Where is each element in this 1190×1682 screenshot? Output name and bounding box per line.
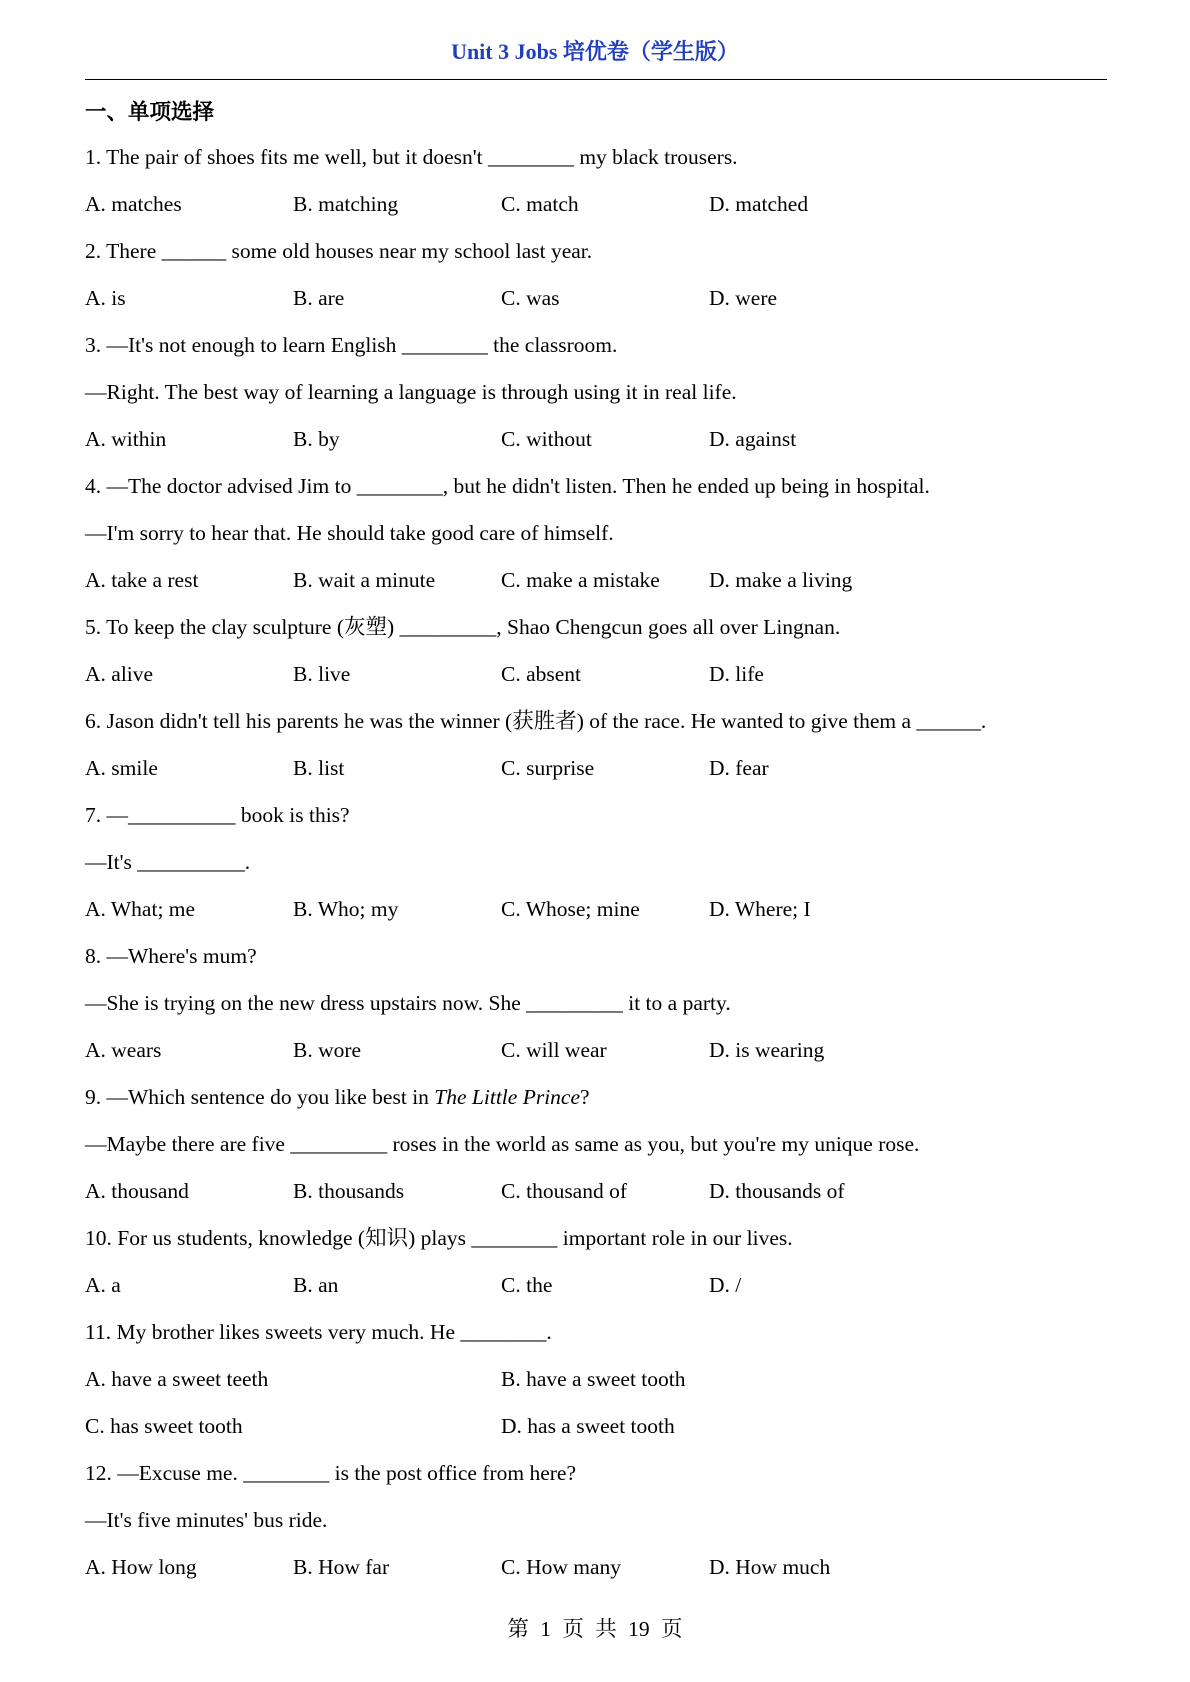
question-6-options <box>85 753 1115 800</box>
option-c: C. thousand of <box>501 1179 628 1203</box>
option-a: A. thousand <box>85 1179 189 1203</box>
question-9-stem-pre: 9. —Which sentence do you like best in <box>85 1085 435 1109</box>
question-8-stem: 8. —Where's mum? <box>85 944 257 968</box>
question-4-options <box>85 565 1115 612</box>
option-c: C. make a mistake <box>501 568 660 592</box>
option-c: C. surprise <box>501 756 595 780</box>
option-b: B. are <box>293 286 345 310</box>
option-c: C. Whose; mine <box>501 897 640 921</box>
question-11-options-row-2 <box>85 1411 1115 1458</box>
option-c: C. match <box>501 192 579 216</box>
question-3-stem: 3. —It's not enough to learn English ________ the classroom. <box>85 333 618 357</box>
option-d: D. How much <box>709 1555 831 1579</box>
option-d: D. fear <box>709 756 769 780</box>
question-3-response: —Right. The best way of learning a language is through using it in real life. <box>85 380 737 404</box>
question-12-options <box>85 1552 1115 1599</box>
page-title: Unit 3 Jobs 培优卷（学生版） <box>451 39 739 64</box>
option-b: B. How far <box>293 1555 390 1579</box>
option-d: D. has a sweet tooth <box>501 1414 675 1438</box>
option-a: A. take a rest <box>85 568 199 592</box>
option-d: D. Where; I <box>709 897 811 921</box>
question-list <box>85 142 1115 1599</box>
question-9-response: —Maybe there are five _________ roses in the world as same as you, but you're my unique rose. <box>85 1132 920 1156</box>
option-b: B. by <box>293 427 340 451</box>
option-c: C. will wear <box>501 1038 607 1062</box>
option-d: D. against <box>709 427 797 451</box>
question-8-options <box>85 1035 1115 1082</box>
question-4-response: —I'm sorry to hear that. He should take good care of himself. <box>85 521 614 545</box>
question-10-stem: 10. For us students, knowledge (知识) plays ________ important role in our lives. <box>85 1226 793 1250</box>
option-b: B. an <box>293 1273 339 1297</box>
option-a: A. smile <box>85 756 158 780</box>
question-5-options <box>85 659 1115 706</box>
option-d: D. / <box>709 1273 742 1297</box>
question-6-stem: 6. Jason didn't tell his parents he was the winner (获胜者) of the race. He wanted to give them a ______. <box>85 709 987 733</box>
option-d: D. life <box>709 662 764 686</box>
question-7-options <box>85 894 1115 941</box>
question-11-options-row-1 <box>85 1364 1115 1411</box>
question-3-options <box>85 424 1115 471</box>
question-12-response: —It's five minutes' bus ride. <box>85 1508 328 1532</box>
question-2-stem: 2. There ______ some old houses near my school last year. <box>85 239 593 263</box>
question-8-response: —She is trying on the new dress upstairs now. She _________ it to a party. <box>85 991 731 1015</box>
option-b: B. thousands <box>293 1179 405 1203</box>
question-12-stem: 12. —Excuse me. ________ is the post office from here? <box>85 1461 576 1485</box>
question-7-response: —It's __________. <box>85 850 251 874</box>
option-a: A. have a sweet teeth <box>85 1367 269 1391</box>
option-b: B. wait a minute <box>293 568 436 592</box>
question-1-stem: 1. The pair of shoes fits me well, but it doesn't ________ my black trousers. <box>85 145 738 169</box>
question-9-stem <box>85 1082 1115 1129</box>
page-number: 第 1 页 共 19 页 <box>507 1617 683 1641</box>
question-10-options <box>85 1270 1115 1317</box>
book-title: The Little Prince <box>434 1085 580 1109</box>
option-a: A. is <box>85 286 126 310</box>
option-a: A. wears <box>85 1038 162 1062</box>
option-c: C. How many <box>501 1555 622 1579</box>
option-c: C. absent <box>501 662 582 686</box>
question-7-stem: 7. —__________ book is this? <box>85 803 350 827</box>
option-b: B. wore <box>293 1038 362 1062</box>
option-a: A. within <box>85 427 167 451</box>
option-d: D. make a living <box>709 568 853 592</box>
option-d: D. is wearing <box>709 1038 825 1062</box>
question-2-options <box>85 283 1115 330</box>
section-title: 一、单项选择 <box>85 100 215 125</box>
option-b: B. have a sweet tooth <box>501 1367 686 1391</box>
option-b: B. matching <box>293 192 399 216</box>
option-a: A. How long <box>85 1555 197 1579</box>
question-9-stem-post: ? <box>580 1085 590 1109</box>
option-a: A. alive <box>85 662 154 686</box>
option-c: C. has sweet tooth <box>85 1414 243 1438</box>
option-a: A. a <box>85 1273 121 1297</box>
option-d: D. were <box>709 286 778 310</box>
option-d: D. matched <box>709 192 809 216</box>
question-9-options <box>85 1176 1115 1223</box>
option-a: A. What; me <box>85 897 196 921</box>
question-4-stem: 4. —The doctor advised Jim to ________, but he didn't listen. Then he ended up being in hospital. <box>85 474 930 498</box>
option-c: C. was <box>501 286 560 310</box>
option-a: A. matches <box>85 192 182 216</box>
header-divider <box>85 79 1107 80</box>
option-b: B. list <box>293 756 345 780</box>
question-11-stem: 11. My brother likes sweets very much. He ________. <box>85 1320 552 1344</box>
option-c: C. the <box>501 1273 553 1297</box>
option-c: C. without <box>501 427 592 451</box>
question-5-stem: 5. To keep the clay sculpture (灰塑) _________, Shao Chengcun goes all over Lingnan. <box>85 615 841 639</box>
option-d: D. thousands of <box>709 1179 845 1203</box>
option-b: B. live <box>293 662 351 686</box>
question-1-options <box>85 189 1115 236</box>
option-b: B. Who; my <box>293 897 399 921</box>
